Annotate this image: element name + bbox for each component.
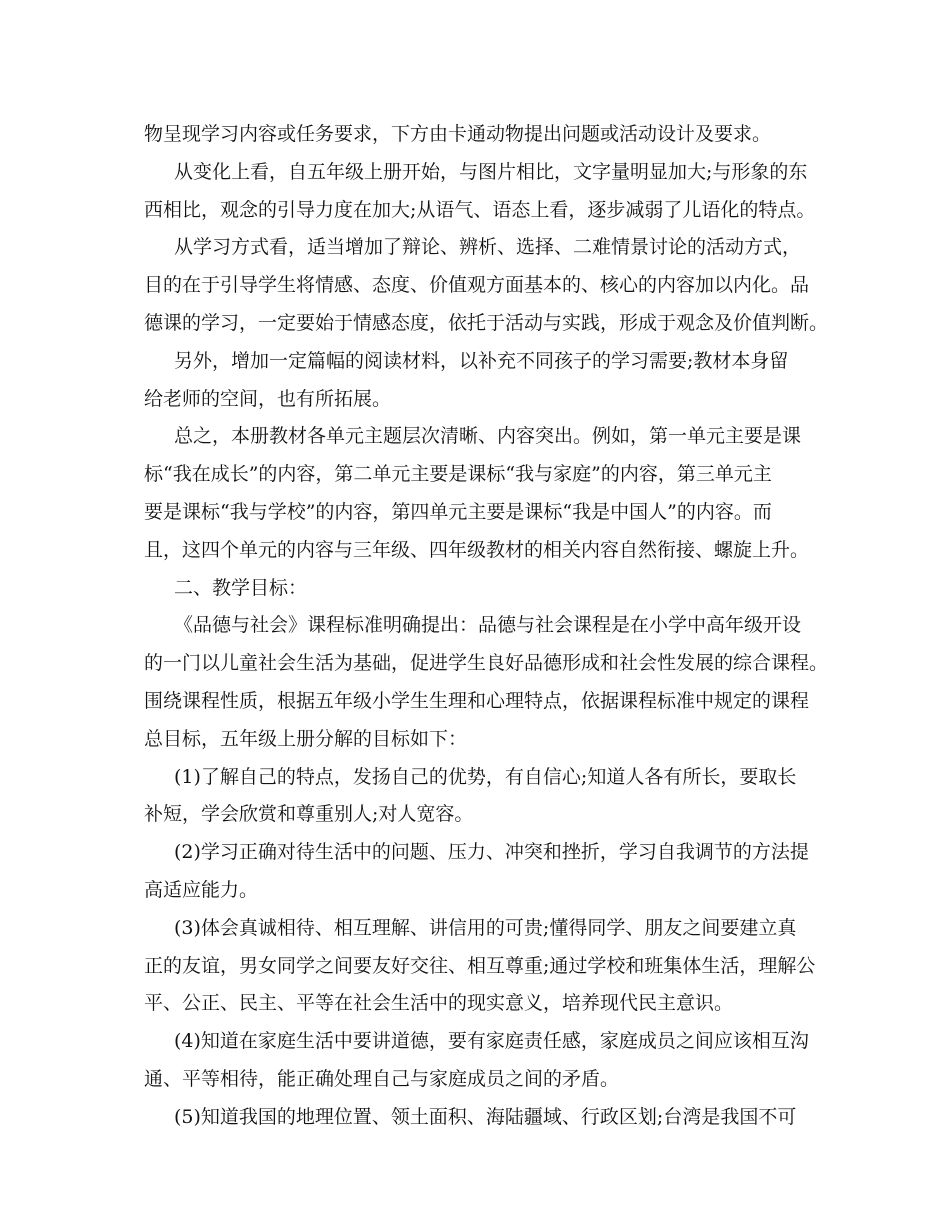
text-line: 另外，增加一定篇幅的阅读材料，以补充不同孩子的学习需要;教材本身留 bbox=[174, 349, 789, 372]
text-line: 要是课标“我与学校”的内容，第四单元主要是课标“我是中国人”的内容。而 bbox=[144, 500, 772, 523]
text-line: 通、平等相待，能正确处理自己与家庭成员之间的矛盾。 bbox=[144, 1067, 620, 1090]
text-line: 西相比，观念的引导力度在加大;从语气、语态上看，逐步减弱了儿语化的特点。 bbox=[144, 198, 816, 221]
text-line: 物呈现学习内容或任务要求，下方由卡通动物提出问题或活动设计及要求。 bbox=[144, 123, 772, 145]
text-line: 正的友谊，男女同学之间要友好交往、相互尊重;通过学校和班集体生活，理解公 bbox=[144, 954, 816, 977]
text-line: 的一门以儿童社会生活为基础，促进学生良好品德形成和社会性发展的综合课程。 bbox=[144, 652, 829, 675]
text-line: (1)了解自己的特点，发扬自己的优势，有自信心;知道人各有所长，要取长 bbox=[174, 765, 797, 788]
text-line: 二、教学目标： bbox=[174, 576, 308, 599]
text-line: 《品德与社会》课程标准明确提出：品德与社会课程是在小学中高年级开设 bbox=[174, 614, 802, 637]
text-line: 从变化上看，自五年级上册开始，与图片相比，文字量明显加大;与形象的东 bbox=[174, 160, 808, 183]
text-line: 平、公正、民主、平等在社会生活中的现实意义，培养现代民主意识。 bbox=[144, 992, 734, 1015]
document-body bbox=[144, 116, 829, 1137]
text-line: (4)知道在家庭生活中要讲道德，要有家庭责任感，家庭成员之间应该相互沟 bbox=[174, 1030, 809, 1053]
text-line: 总之，本册教材各单元主题层次清晰、内容突出。例如，第一单元主要是课 bbox=[174, 425, 802, 448]
text-line: 高适应能力。 bbox=[144, 878, 259, 901]
text-line: (3)体会真诚相待、相互理解、讲信用的可贵;懂得同学、朋友之间要建立真 bbox=[174, 916, 797, 939]
text-line: (5)知道我国的地理位置、领土面积、海陆疆域、行政区划;台湾是我国不可 bbox=[174, 1105, 797, 1128]
text-line: 德课的学习，一定要始于情感态度，依托于活动与实践，形成于观念及价值判断。 bbox=[144, 311, 829, 334]
text-line: (2)学习正确对待生活中的问题、压力、冲突和挫折，学习自我调节的方法提 bbox=[174, 841, 809, 864]
text-line: 从学习方式看，适当增加了辩论、辨析、选择、二难情景讨论的活动方式， bbox=[174, 236, 802, 259]
text-line: 且，这四个单元的内容与三年级、四年级教材的相关内容自然衔接、螺旋上升。 bbox=[144, 538, 810, 561]
text-line: 围绕课程性质，根据五年级小学生生理和心理特点，依据课程标准中规定的课程 bbox=[144, 689, 810, 712]
text-line: 目的在于引导学生将情感、态度、价值观方面基本的、核心的内容加以内化。品 bbox=[144, 274, 810, 297]
text-line: 补短，学会欣赏和尊重别人;对人宽容。 bbox=[144, 803, 474, 826]
text-line: 标“我在成长”的内容，第二单元主要是课标“我与家庭”的内容，第三单元主 bbox=[144, 463, 772, 486]
text-line: 给老师的空间，也有所拓展。 bbox=[144, 387, 392, 410]
text-line: 总目标，五年级上册分解的目标如下： bbox=[144, 727, 468, 750]
